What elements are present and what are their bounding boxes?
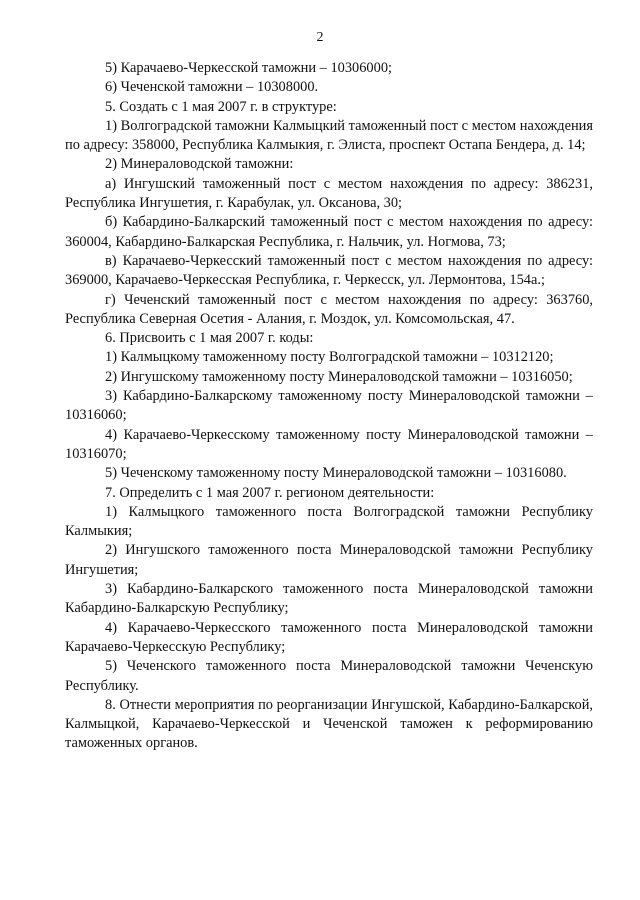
paragraph-6-2: 2) Ингушскому таможенному посту Минераловодской таможни – 10316050; (105, 368, 573, 385)
paragraph-5-1-volgograd: 1) Волгоградской таможни Калмыцкий таможенный пост с местом нахождения по адресу: 358000, Республика Калмыкия, г. Элиста, проспект Остапа Бендера, д. 14; (65, 117, 593, 154)
paragraph-6-5: 5) Чеченскому таможенному посту Минераловодской таможни – 10316080. (105, 465, 567, 482)
paragraph-5-2-v-karachay-cherkess: в) Карачаево-Черкесский таможенный пост с местом нахождения по адресу: 369000, Карачаево-Черкесская Республика, г. Черкесск, ул. Лермонтова, 154а.; (65, 252, 593, 289)
paragraph-5-5: 5) Карачаево-Черкесской таможни – 10306000; (105, 60, 393, 76)
paragraph-7-3: 3) Кабардино-Балкарского таможенного поста Минераловодской таможни Кабардино-Балкарскую Республику; (65, 581, 593, 617)
paragraph-item-8: 8. Отнести мероприятия по реорганизации Ингушской, Кабардино-Балкарской, Калмыцкой, Карачаево-Черкесской и Чеченской таможен к реформированию таможенных органов. (65, 696, 593, 752)
paragraph-5-2-b-kabardino-balkar: б) Кабардино-Балкарский таможенный пост с местом нахождения по адресу: 360004, Кабардино-Балкарская Республика, г. Нальчик, ул. Ногмова, 73; (65, 214, 593, 250)
paragraph-item-5: 5. Создать с 1 мая 2007 г. в структуре: (105, 98, 337, 115)
paragraph-7-1: 1) Калмыцкого таможенного поста Волгоградской таможни Республику Калмыкия; (65, 503, 593, 540)
paragraph-7-4: 4) Карачаево-Черкесского таможенного поста Минераловодской таможни Карачаево-Черкесскую Республику; (65, 619, 593, 655)
paragraph-6-1: 1) Калмыцкому таможенному посту Волгоградской таможни – 10312120; (105, 349, 554, 366)
page-number: 2 (316, 30, 324, 45)
paragraph-7-2: 2) Ингушского таможенного поста Минераловодской таможни Республику Ингушетия; (65, 542, 593, 578)
paragraph-5-2-mineralnye-vody: 2) Минераловодской таможни: (105, 156, 294, 173)
paragraph-5-2-a-ingush: а) Ингушский таможенный пост с местом нахождения по адресу: 386231, Республика Ингушетия, г. Карабулак, ул. Оксанова, 30; (65, 175, 593, 212)
paragraph-5-2-g-chechen: г) Чеченский таможенный пост с местом нахождения по адресу: 363760, Республика Северная Осетия - Алания, г. Моздок, ул. Комсомольская, 47. (65, 291, 593, 327)
document-body (65, 59, 593, 754)
paragraph-7-5: 5) Чеченского таможенного поста Минераловодской таможни Чеченскую Республику. (65, 658, 593, 694)
paragraph-6-4: 4) Карачаево-Черкесскому таможенному посту Минераловодской таможни – 10316070; (65, 426, 593, 462)
paragraph-item-7: 7. Определить с 1 мая 2007 г. регионом деятельности: (105, 484, 435, 501)
paragraph-5-6: 6) Чеченской таможни – 10308000. (105, 79, 319, 96)
paragraph-6-3: 3) Кабардино-Балкарскому таможенному посту Минераловодской таможни – 10316060; (65, 388, 593, 424)
paragraph-item-6: 6. Присвоить с 1 мая 2007 г. коды: (105, 330, 314, 347)
